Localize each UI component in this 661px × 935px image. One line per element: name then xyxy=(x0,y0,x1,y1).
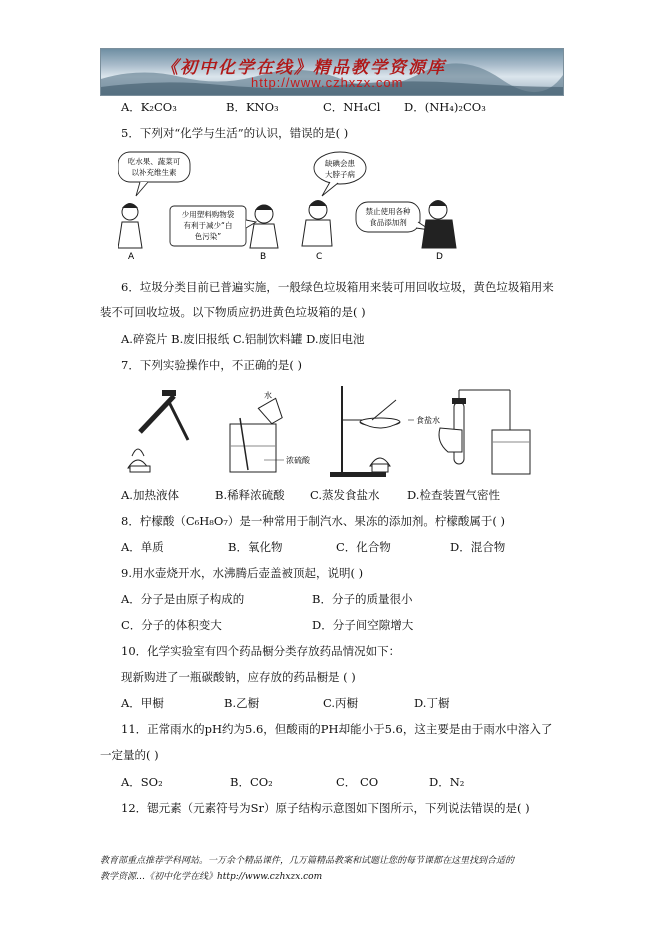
q10-option-a: A．甲橱 xyxy=(121,696,164,710)
person-c-figure xyxy=(302,200,332,246)
q12-stem: 12．锶元素（元素符号为Sr）原子结构示意图如下图所示，下列说法错误的是( ) xyxy=(121,801,530,815)
q9-option-a: A．分子是由原子构成的 xyxy=(121,592,245,606)
banner-url[interactable]: http://www.czhxzx.com xyxy=(251,75,404,90)
q5-label-b: B xyxy=(260,252,267,262)
q11-option-a: A．SO₂ xyxy=(121,775,163,789)
person-d-figure xyxy=(422,200,456,248)
q5-label-a: A xyxy=(128,252,135,262)
person-a-figure xyxy=(118,203,142,248)
q9-option-d: D．分子间空隙增大 xyxy=(312,618,414,632)
q11-stem-line2: 一定量的( ) xyxy=(100,748,159,762)
q6-stem-line2: 装不可回收垃圾。以下物质应扔进黄色垃圾箱的是( ) xyxy=(100,305,366,319)
q9-stem: 9.用水壶烧开水，水沸腾后壶盖被顶起，说明( ) xyxy=(121,566,364,580)
banner-title: 《初中化学在线》精品教学资源库 xyxy=(161,58,446,78)
q11-option-c: C． CO xyxy=(336,775,379,789)
q7-dilute-acid-figure xyxy=(230,390,311,472)
q5-label-d: D xyxy=(436,252,443,262)
q5-bubble-d-line2: 食品添加剂 xyxy=(369,218,407,227)
q4-option-d: D．(NH₄)₂CO₃ xyxy=(404,100,486,114)
q10-option-c: C.丙橱 xyxy=(323,696,359,710)
q10-line2: 现新购进了一瓶碳酸钠，应存放的药品橱是 ( ) xyxy=(121,670,356,684)
footer-line1: 教育部重点推荐学科网站。一万余个精品课件，几万篇精品教案和试题让您的每节课都在这里找到合适的 xyxy=(100,856,515,866)
q8-option-a: A．单质 xyxy=(121,540,164,554)
q7-option-b: B.稀释浓硫酸 xyxy=(215,488,285,502)
site-banner xyxy=(100,48,564,96)
q7-option-d: D.检查装置气密性 xyxy=(407,488,500,502)
q8-option-b: B．氧化物 xyxy=(228,540,283,554)
q4-option-b: B．KNO₃ xyxy=(226,100,279,114)
q7-figure xyxy=(118,380,538,484)
q10-option-d: D.丁橱 xyxy=(414,696,450,710)
q5-label-c: C xyxy=(316,252,323,262)
q5-bubble-d-line1: 禁止使用各种 xyxy=(365,207,411,216)
q5-bubble-a-line2: 以补充维生素 xyxy=(131,168,177,177)
person-b-figure xyxy=(250,205,278,248)
q9-option-c: C．分子的体积变大 xyxy=(121,618,222,632)
q5-bubble-b-line2: 有利于减少“白 xyxy=(183,221,233,230)
q8-stem: 8．柠檬酸（C₆H₈O₇）是一种常用于制汽水、果冻的添加剂。柠檬酸属于( ) xyxy=(121,514,506,528)
q10-stem: 10．化学实验室有四个药品橱分类存放药品情况如下： xyxy=(121,644,401,658)
q5-bubble-c-line1: 缺碘会患 xyxy=(325,159,355,168)
footer-line2: 教学资源…《初中化学在线》http://www.czhxzx.com xyxy=(100,872,323,882)
q7-label-brine: 食盐水 xyxy=(416,416,440,425)
q4-option-a: A．K₂CO₃ xyxy=(121,100,177,114)
q8-option-d: D．混合物 xyxy=(450,540,506,554)
q9-option-b: B．分子的质量很小 xyxy=(312,592,413,606)
q6-options: A.碎瓷片 B.废旧报纸 C.铝制饮料罐 D.废旧电池 xyxy=(121,332,365,346)
q5-stem: 5．下列对“化学与生活”的认识，错误的是( ) xyxy=(121,126,349,140)
q6-stem-line1: 6．垃圾分类目前已普遍实施，一般绿色垃圾箱用来装可用回收垃圾，黄色垃圾箱用来 xyxy=(121,280,554,294)
q11-option-b: B．CO₂ xyxy=(230,775,273,789)
q7-stem: 7．下列实验操作中，不正确的是( ) xyxy=(121,358,302,372)
q8-option-c: C．化合物 xyxy=(336,540,391,554)
q7-option-a: A.加热液体 xyxy=(121,488,179,502)
q7-evaporate-brine-figure xyxy=(330,386,440,477)
q4-option-c: C．NH₄Cl xyxy=(323,100,381,114)
q7-label-conc-acid: 浓硫酸 xyxy=(286,456,310,465)
q7-label-water: 水 xyxy=(264,391,272,400)
q11-stem-line1: 11．正常雨水的pH约为5.6，但酸雨的PH却能小于5.6，这主要是由于雨水中溶入了 xyxy=(121,722,553,736)
q5-figure xyxy=(118,150,463,262)
q7-option-c: C.蒸发食盐水 xyxy=(310,488,380,502)
q11-option-d: D．N₂ xyxy=(429,775,465,789)
q5-bubble-a-line1: 吃水果、蔬菜可 xyxy=(127,157,181,166)
q7-heating-liquid-figure xyxy=(128,390,188,472)
q5-bubble-c-line2: 大脖子病 xyxy=(325,170,355,179)
q7-air-tightness-figure xyxy=(439,390,530,474)
q10-option-b: B.乙橱 xyxy=(224,696,260,710)
q5-bubble-b-line3: 色污染” xyxy=(194,232,222,241)
q5-bubble-b-line1: 少用塑料购物袋 xyxy=(181,210,235,219)
